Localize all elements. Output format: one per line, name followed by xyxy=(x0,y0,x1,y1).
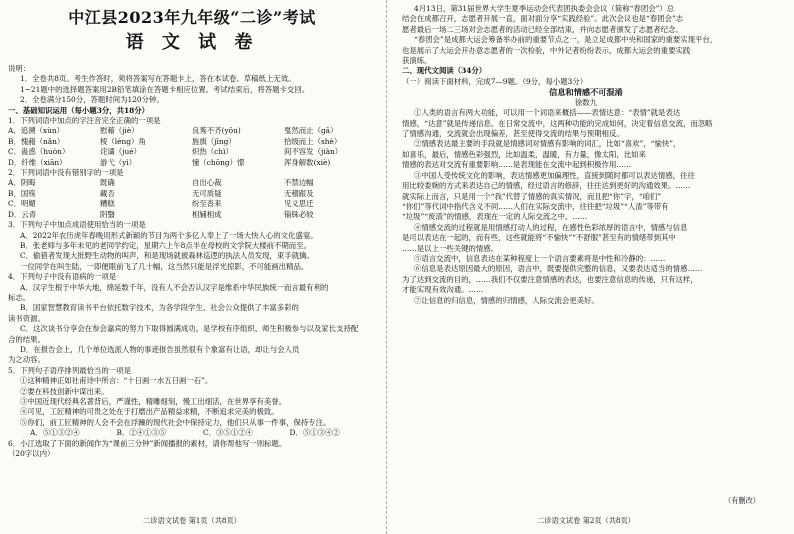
news-line: 愿者最后一场二三场对会志愿者的活动已经全部结束，并向志愿者颁发了志愿者纪念。 xyxy=(402,24,683,34)
article-line: “你们”等代词中指代含义不同……人们在实际交流中，往往把“垃圾”“人渣”等带有 xyxy=(402,201,669,211)
article-author: 徐数九 xyxy=(574,98,598,108)
news-line: 4月13日，第31届世界大学生夏季运动会代表团执委会会议（简称“春团会”）总 xyxy=(414,4,675,13)
question-1-stem: 1．下列词语中加点的字注音完全正确的一项是 xyxy=(8,116,161,126)
question-1-option-row: A．追溯（xùn） 慰藉（jiè） 良莠不齐(yǒu) 戛然而止（gā） xyxy=(8,126,338,136)
question-2-option-row: D．云青 阴翳 相辅相成 锱铢必较 xyxy=(8,209,314,219)
page-footer: 二诊语文试卷 第2页（共8页） xyxy=(537,516,635,525)
question-1-option-row: B．愧赧（nǎn） 棱（léng）角 旌旗（jīng） 拾级而上（shè） xyxy=(8,136,342,146)
news-line: 也是展示了大运会开办意志愿者的一次检验，中外记者纷纷表示，成都大运会的重要实践 xyxy=(402,45,691,55)
news-line: “春团会”是成都大运会筹备举办前的重要节点之一，是立足成都中央和国家的重要实现平台， xyxy=(414,35,718,45)
question-3-option: 一位同学在叫生陆，一即便眼前飞了几十幅，这当然只能是浮光掠影，不可能画出精品。 xyxy=(20,261,309,271)
question-5-sentence: ⑤你们，前工匠精神的人会不会在浮躁的现代社会中保持定力，他们只从事一件事，保持专注。 xyxy=(20,417,331,427)
page-2 xyxy=(402,4,770,530)
section-2-heading: 二、现代文阅读（34分） xyxy=(402,66,487,76)
article-line: 如喜乐，最后，情感色彩强烈，比如温柔，温暖，有力量，像太阳，比如来 xyxy=(402,149,646,159)
article-line: ③中国人受传统文化的影响，表达情感更加偏理性，直接到随时都可以表达情感，往往 xyxy=(414,170,695,180)
question-5-sentence: ③中国近现代经典名著背后，严谨性，精雕细刻，慢工出细活，在世界享有美誉。 xyxy=(20,397,287,406)
question-5-sentence: ①这种精神正如社甫诗中所言：“十日画一水五日画一石”。 xyxy=(20,376,213,386)
article-line: 用比较委婉的方式来表达自己的情感，经过语言的修辞，往往达到更好的沟通效果。…… xyxy=(402,181,691,191)
article-line: ⑥信息是表达原因最大的原因，语言中，既要提供完整的信息，又要表达适当的情感…… xyxy=(414,264,703,274)
question-4-option: C．这次谈书分享会在参会嘉宾的努力下取得圆满成功。是学校有序组织、师生积极参与以及家长支持配 xyxy=(20,324,359,334)
question-4-option: 读书资源。 xyxy=(8,313,45,323)
question-1-option-row: D．纤维（xiān） 游弋（yì） 憧（chōng）憬 浑身解数(xiè) xyxy=(8,157,331,167)
notes-heading: 说明： xyxy=(8,64,31,73)
question-4-option: D．在报告会上，几个单位选派人物的事迹报告虽然很有个象富有让语，却让与会人员 xyxy=(20,344,300,354)
question-1-option-row: C．蛊惑（huòn） 诧谲（jué） 炽热（chì） 间不容发（jiàn） xyxy=(8,147,343,157)
question-3-stem: 3．下列句子中加点成语使用恰当的一项是 xyxy=(8,220,146,230)
question-3-option: A．2022年农历虎年春晚用形式新颖的节目为两个多亿人奉上了一场大快人心的文化盛宴。 xyxy=(20,230,318,240)
question-6-tail: （20字以内） xyxy=(8,449,55,459)
question-2-option-row: A．阴晦 既确 自出心裁 不禁边幅 xyxy=(8,178,314,188)
subject-title: 语 文 试 卷 xyxy=(125,32,259,53)
question-4-option: 标志。 xyxy=(8,292,31,302)
article-line: “垃圾”“废渣”的情感，表现在一定的人际交流之中。…… xyxy=(402,212,588,222)
question-3-option: B．张老师与多年未见的老同学约定，星期六上午8点半在母校的文学院大楼前不期而至。 xyxy=(20,240,311,250)
question-4-option: 为之动容。 xyxy=(8,355,45,365)
question-5-sentence: ②要在科技创新中谋出来。 xyxy=(20,386,109,396)
article-line: ①人类的语言有两大功能，可以用一个词语来概括——表情达意：“表情”就是表达 xyxy=(414,108,681,118)
article-line: 情感，“达意”就是传递信息。在日常交流中，这两种功能的完成如何，决定着信息交流，而忽略 xyxy=(402,118,713,128)
note-line: 1~21题中的选择题答案用2B铅笔填涂在答题卡相应位置。考试结束后，将答题卡交回。 xyxy=(20,84,310,94)
question-5-sentence: ④可见，工匠精神的可贵之处在于打磨出产品精益求精，不断追求完美的极致。 xyxy=(20,407,279,417)
page-divider xyxy=(386,0,388,534)
article-line: ②情感表达最主要的手段就是情感词对情感有影响的词汇，比如“喜欢”，“愉快”， xyxy=(414,139,681,149)
question-2-stem: 2．下列词语中没有错别字的一项是 xyxy=(8,168,124,178)
news-line: 结会在成都召开，志愿者开展一直，面对面分享“实践经验”。此次会议也是“春团会”志 xyxy=(402,14,684,24)
article-line: 为了达到交流的目的，……我们不仅要注意情感的表达，也要注意信息的传递，只有这样， xyxy=(402,274,698,284)
note-line: 2．全卷满分150分，答题时间为120分钟。 xyxy=(20,95,164,105)
question-4-option: 合的结果。 xyxy=(8,334,45,344)
page-footer: 二诊语文试卷 第1页（共8页） xyxy=(143,516,241,525)
source-note: （有删改） xyxy=(724,496,760,505)
question-4-stem: 4．下列句子中没有语病的一项是 xyxy=(8,272,117,282)
question-2-option-row: C．明媚 糟糕 纷至沓来 见义思迁 xyxy=(8,199,314,209)
article-line: ⑤语言交流中，信息表达在某种程度上一个语言要素将是中性和冷静的：…… xyxy=(414,253,666,263)
reading-part-heading: （一）阅读下面材料，完成7—9题。（9分，每小题3分） xyxy=(402,76,588,86)
article-line: ……是以上一些关键的情感。 xyxy=(402,243,499,253)
page-1 xyxy=(8,4,376,530)
question-4-option: A．汉字生根于中华大地，绵延数千年，没有人不会否认汉字是维系中华民族统一而言最有利的 xyxy=(20,282,329,292)
news-line: 获演练。 xyxy=(402,56,432,66)
article-title: 信息和情感不可混淆 xyxy=(549,87,623,98)
question-5-stem: 5．下列句子语序排列最恰当的一项是 xyxy=(8,365,131,375)
question-2-option-row: B．国殇 藏否 无可质疑 无稽跟及 xyxy=(8,188,314,198)
article-line: 是可以表达在一起的，而有些，这些就能将“不愉快”“不舒服”甚至有的情绪带到其中 xyxy=(402,233,676,243)
article-line: 了情感沟通，交流就会出现偏差，甚至使得交流的结果与预期相反。 xyxy=(402,129,624,139)
article-line: 才能实现有效沟通。…… xyxy=(402,285,484,295)
article-closing: ⑦让信息的归信息，情感的归情感，人际交流会更美好。 xyxy=(414,295,599,305)
question-3-option: C．偷猎者发现大批野生动物的叫声，和是现场就被森林巡逻的执法人员发现，束手就擒。 xyxy=(20,251,314,261)
article-line: ④情感交流的过程就是用情感打动人的过程，在感性色彩浓厚的语言中，情感与信息 xyxy=(414,222,688,232)
note-line: 1．全卷共8页。考生作答时，须将答案写在答题卡上，答在本试卷、草稿纸上无效。 xyxy=(20,74,296,84)
exam-title: 中江县2023年九年级“二诊”考试 xyxy=(68,8,316,27)
question-4-option: B．国家智慧教育读书平台依托数字技术，为各学段学生、社会公众提供了丰富多彩的 xyxy=(20,303,299,313)
article-line: 就实际上而言，只是用一个“我”代替了情感的真实情况，而且把“你”字，“咱们” xyxy=(402,191,662,201)
section-1-heading: 一、基础知识运用（每小题3分，共18分） xyxy=(8,105,150,115)
question-6-stem: 6．小江选取了下面的新闻作为“课前三分钟”新闻播报的素材，请你帮他写一则标题。 xyxy=(8,438,287,448)
question-5-option-row: A．⑤①③②④ B．②④①③⑤ C．③⑤①②④ D．⑤①③④② xyxy=(30,428,340,438)
article-line: 情感的表达对交流有重要影响……是表现能在交流中起到积极作用…… xyxy=(402,160,632,170)
